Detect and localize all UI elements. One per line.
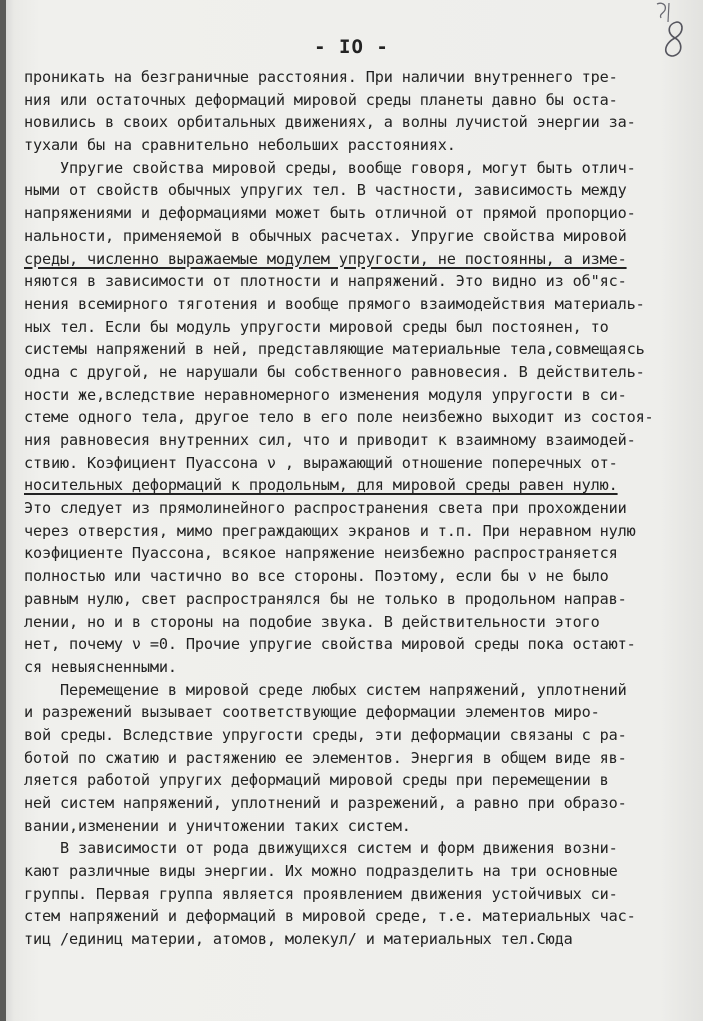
text-line: нет, почему ν =0. Прочие упругие свойства мировой среды пока остают- <box>24 635 636 654</box>
text-line: ся невыясненными. <box>24 657 177 676</box>
text-line: ности же,вследствие неравномерного изменения модуля упругости в си- <box>24 385 627 404</box>
text-line: коэфициенте Пуассона, всякое напряжение неизбежно распространяется <box>24 544 618 563</box>
text-line: Перемещение в мировой среде любых систем напряжений, уплотнений <box>60 680 627 699</box>
text-line: тухали бы на сравнительно небольших расстояниях. <box>24 136 456 155</box>
text-line: ней систем напряжений, уплотнений и разрежений, а равно при образо- <box>24 794 627 812</box>
text-line: вании,изменении и уничтожении таких систем. <box>24 816 411 835</box>
text-line: Это следует из прямолинейного распространения света при прохождении <box>24 499 627 518</box>
text-line: нения всемирного тяготения и вообще прямого взаимодействия материаль- <box>24 294 645 313</box>
text-line: ных тел. Если бы модуль упругости мировой среды был постоянен, то <box>24 317 609 336</box>
text-line: стеме одного тела, другое тело в его поле неизбежно выходит из состоя- <box>24 408 654 427</box>
body-text <box>24 66 684 951</box>
text-line: полностью или частично во все стороны. Поэтому, если бы ν не было <box>24 567 609 586</box>
text-line: ляется работой упругих деформаций мировой среды при перемещении в <box>24 771 609 790</box>
text-line: ния или остаточных деформаций мировой среды планеты давно бы оста- <box>24 90 618 109</box>
text-line: ными от свойств обычных упругих тел. В частности, зависимость между <box>24 181 627 200</box>
text-line: среды, численно выражаемые модулем упругости, не постоянны, а изме- <box>24 249 627 268</box>
text-line: лении, но и в стороны на подобие звука. В действительности этого <box>24 612 600 631</box>
text-line: ния равновесия внутренних сил, что и приводит к взаимному взаимодей- <box>24 431 636 449</box>
text-line: равным нулю, свет распространялся бы не только в продольном направ- <box>24 589 627 608</box>
text-line: и разрежений вызывает соответствующие деформации элементов миро- <box>24 703 600 722</box>
scan-left-edge <box>0 0 6 1021</box>
text-line: носительных деформаций к продольным, для мировой среды равен нулю. <box>24 476 618 495</box>
text-line: группы. Первая группа является проявлением движения устойчивых си- <box>24 884 618 903</box>
text-line: системы напряжений в ней, представляющие материальные тела,совмещаясь <box>24 340 645 359</box>
text-line: стем напряжений и деформаций в мировой среде, т.е. материальных час- <box>24 907 636 926</box>
text-line: вой среды. Вследствие упругости среды, эти деформации связаны с ра- <box>24 725 627 744</box>
text-line: Упругие свойства мировой среды, вообще говоря, могут быть отлич- <box>60 158 636 177</box>
text-line: ботой по сжатию и растяжению ее элементов. Энергия в общем виде яв- <box>24 748 627 767</box>
text-line: нальности, применяемой в обычных расчетах. Упругие свойства мировой <box>24 226 627 245</box>
text-line: кают различные виды энергии. Их можно подразделить на три основные <box>24 862 618 881</box>
page-number: - IO - <box>314 36 389 58</box>
text-line: тиц /единиц материи, атомов, молекул/ и материальных тел.Сюда <box>24 930 573 949</box>
text-line: новились в своих орбитальных движениях, а волны лучистой энергии за- <box>24 113 636 132</box>
text-line: няются в зависимости от плотности и напряжений. Это видно из об"яс- <box>24 272 627 291</box>
text-line: ствию. Коэфициент Пуассона ν , выражающий отношение поперечных от- <box>24 453 618 472</box>
text-line: напряжениями и деформациями может быть отличной от прямой пропорцио- <box>24 204 636 223</box>
text-line: В зависимости от рода движущихся систем и форм движения возни- <box>60 839 618 858</box>
text-line: проникать на безграничные расстояния. При наличии внутреннего тре- <box>24 68 618 86</box>
text-line: через отверстия, мимо преграждающих экранов и т.п. При неравном нулю <box>24 521 636 540</box>
text-line: одна с другой, не нарушали бы собственного равновесия. В действитель- <box>24 362 645 381</box>
